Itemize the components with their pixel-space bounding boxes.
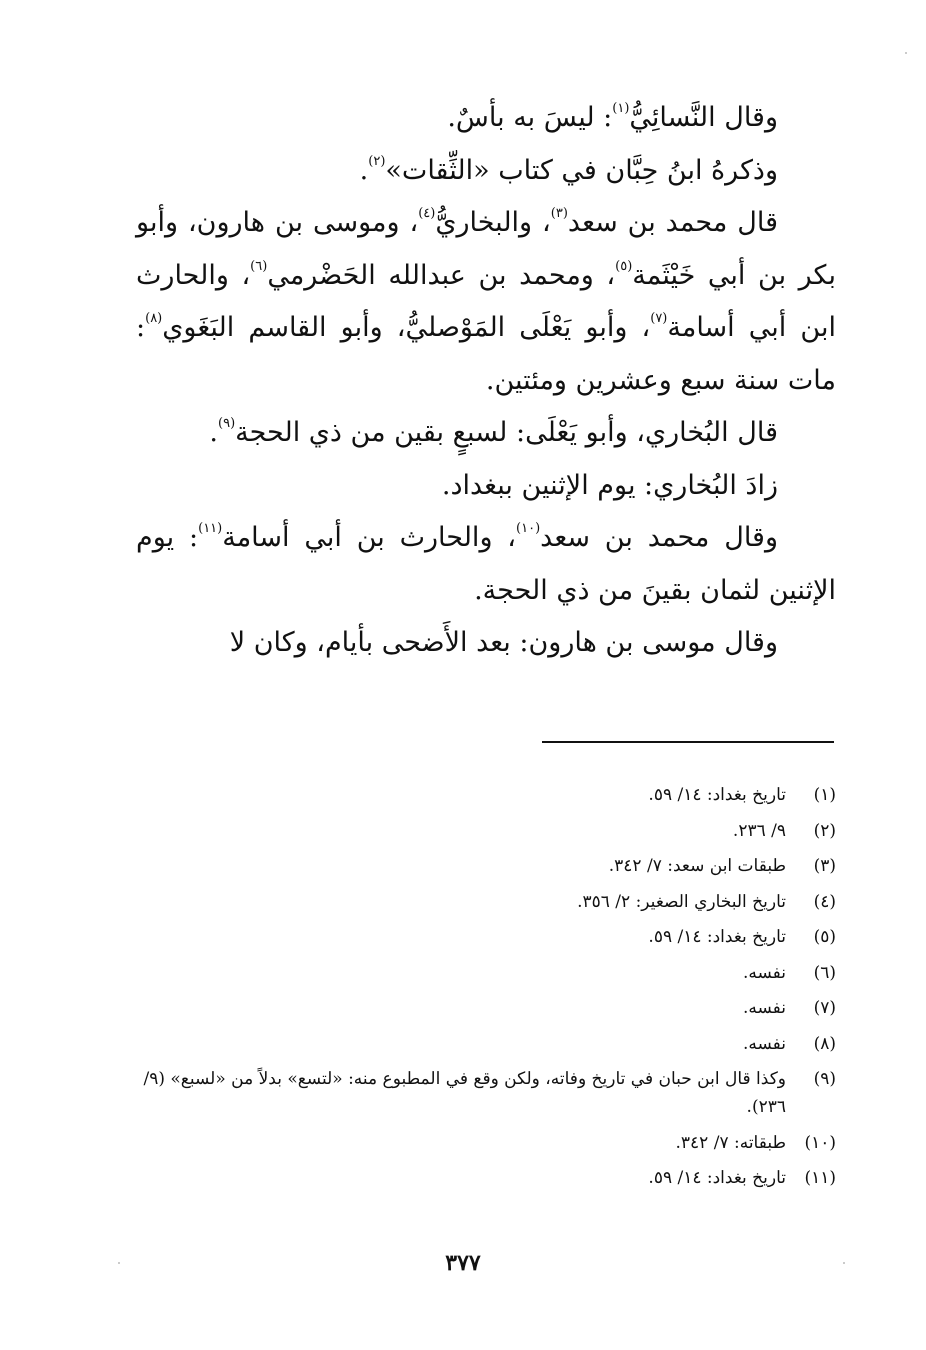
footnote-number: (٧) [813, 998, 836, 1018]
footnote-marker: (١٠) [516, 521, 541, 536]
body-paragraph [136, 460, 836, 513]
body-text: ، والبخاريُّ [435, 207, 551, 238]
footnote-marker: (٨) [145, 311, 163, 326]
footnote-number: (١٠) [804, 1132, 836, 1153]
footnote-number: (٥) [813, 927, 836, 947]
footnote-item [136, 817, 836, 845]
footnote-number: (٣) [813, 856, 836, 876]
footnote-text: وكذا قال ابن حبان في تاريخ وفاته، ولكن وقع في المطبوع منه: «لتسع» بدلاً من «لسبع» (٩/ ٢٣٦). [143, 1069, 786, 1117]
footnote-marker: (٧) [650, 311, 668, 326]
footnote-item [136, 1164, 836, 1192]
footnote-item [136, 781, 836, 809]
footnote-item [136, 1065, 836, 1121]
footnote-number: (٤) [813, 891, 836, 912]
footnote-text: طبقاته: ٧/ ٣٤٢. [675, 1132, 786, 1153]
body-paragraph [136, 92, 836, 145]
footnote-marker: (١) [612, 101, 630, 116]
footnote-item [136, 888, 836, 916]
footnote-item [136, 923, 836, 951]
footnote-number: (٩) [813, 1069, 836, 1089]
body-paragraph [136, 512, 836, 617]
footnote-item [136, 852, 836, 880]
body-text: ، والحارث بن أبي أسامة [222, 522, 517, 553]
body-text: . [209, 417, 218, 448]
body-text: زادَ البُخاري: يوم الإثنين ببغداد. [441, 469, 778, 501]
footnote-marker: (٢) [368, 153, 386, 169]
footnote-marker: (٦) [250, 258, 268, 274]
footnote-number: (٢) [813, 820, 836, 841]
footnote-item [136, 1129, 836, 1157]
main-text-block [136, 92, 836, 670]
footnote-marker: (١١) [198, 521, 223, 536]
footnote-marker: (٤) [418, 206, 436, 221]
body-paragraph [136, 617, 836, 670]
body-text: : يوم الإثنين لثمان بقينَ من ذي الحجة. [136, 522, 836, 606]
body-text: ، ومحمد بن عبدالله الحَضْرمي [267, 259, 616, 291]
body-text: ، وأبو يَعْلَى المَوْصليُّ، وأبو القاسم البَغَوي [162, 312, 651, 343]
body-text: وذكرهُ ابنُ حِبَّان في كتاب «الثِّقات» [385, 154, 778, 186]
scan-speck [118, 1262, 120, 1264]
footnotes-block [136, 781, 836, 1200]
footnote-number: (٨) [813, 1033, 836, 1054]
page-number: ٣٧٧ [445, 1250, 481, 1276]
footnote-item [136, 994, 836, 1022]
footnote-text: تاريخ البخاري الصغير: ٢/ ٣٥٦. [577, 891, 786, 912]
body-text: قال البُخاري، وأبو يَعْلَى: لسبعٍ بقين من ذي الحجة [235, 417, 778, 448]
footnote-number: (١) [813, 785, 836, 805]
scan-speck [843, 1262, 845, 1264]
footnote-text: نفسه. [742, 962, 786, 983]
footnote-item [136, 1030, 836, 1058]
body-text: قال محمد بن سعد [567, 207, 779, 238]
body-text: . [359, 154, 369, 186]
footnote-number: (٦) [813, 962, 836, 983]
body-text: ، والحارث ابن أبي أسامة [136, 259, 836, 343]
footnote-text: نفسه. [742, 1033, 786, 1054]
footnote-item [136, 959, 836, 987]
body-paragraph [136, 407, 836, 460]
footnote-text: طبقات ابن سعد: ٧/ ٣٤٢. [608, 856, 786, 876]
footnote-text: ٩/ ٢٣٦. [732, 820, 786, 841]
footnote-text: تاريخ بغداد: ١٤/ ٥٩. [648, 927, 786, 947]
body-text: وقال موسى بن هارون: بعد الأَضحى بأيام، وكان لا [229, 627, 778, 658]
body-text: ، وموسى بن هارون، وأبو بكر بن أبي خَيْثَمة [136, 207, 836, 291]
footnote-marker: (٩) [218, 416, 236, 431]
footnote-text: تاريخ بغداد: ١٤/ ٥٩. [648, 785, 786, 805]
scan-speck [905, 52, 907, 54]
footnote-number: (١١) [804, 1168, 836, 1188]
body-text: وقال النَّسائِيُّ [629, 102, 778, 133]
footnote-marker: (٥) [615, 258, 633, 274]
footnote-text: تاريخ بغداد: ١٤/ ٥٩. [648, 1168, 786, 1188]
body-text: وقال محمد بن سعد [540, 522, 778, 553]
body-text: : ليسَ به بأسٌ. [447, 102, 613, 133]
body-text: : مات سنة سبع وعشرين ومئتين. [136, 312, 836, 396]
body-paragraph [136, 197, 836, 407]
footnote-text: نفسه. [742, 998, 786, 1018]
footnote-marker: (٣) [550, 206, 568, 221]
footnote-separator [542, 741, 834, 743]
body-paragraph [136, 145, 836, 198]
